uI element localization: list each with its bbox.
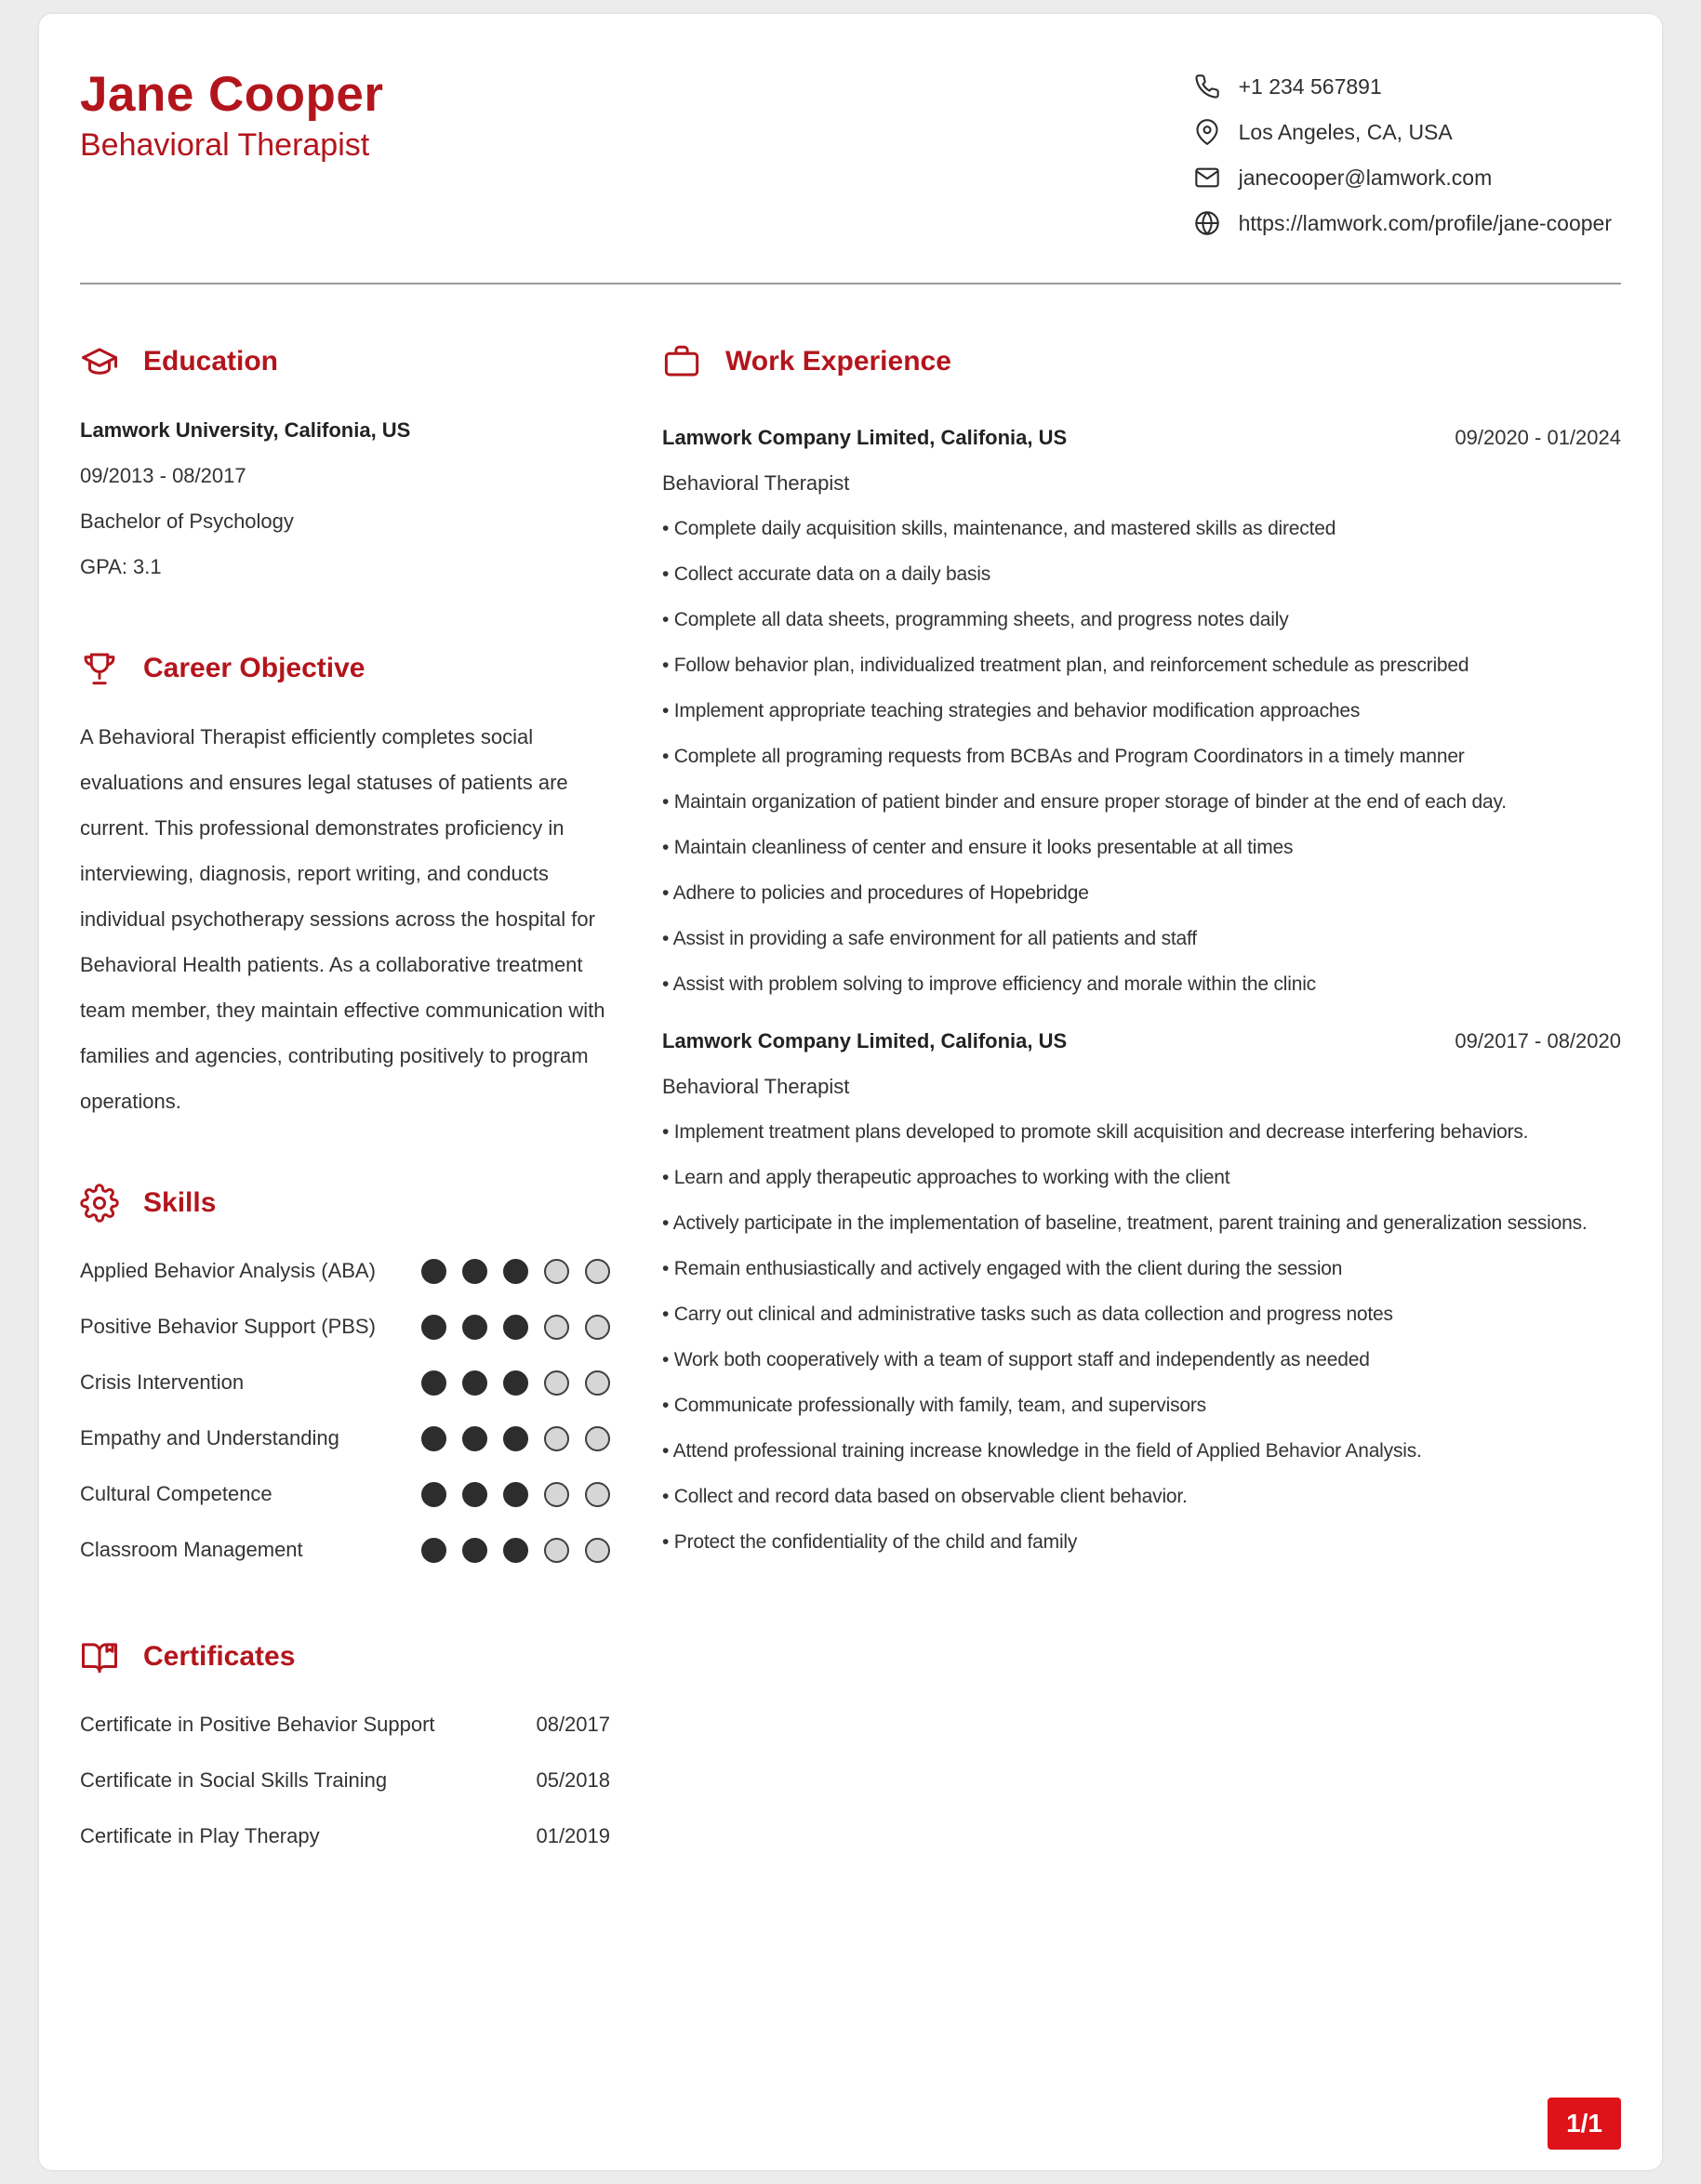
- experience-bullet: • Remain enthusiastically and actively engaged with the client during the session: [662, 1246, 1621, 1291]
- contact-website: [1194, 210, 1612, 236]
- job-bullets: [662, 506, 1621, 1007]
- experience-bullet: • Maintain organization of patient binder and ensure proper storage of binder at the end of each day.: [662, 779, 1621, 825]
- education-section-heading: [80, 342, 610, 381]
- skill-dot-filled: [462, 1482, 487, 1507]
- header: [80, 68, 1621, 236]
- skill-dot-empty: [585, 1259, 610, 1284]
- work-experience-section: [662, 342, 1621, 1565]
- skill-dot-filled: [421, 1370, 446, 1396]
- experience-bullet: • Implement treatment plans developed to promote skill acquisition and decrease interfering behaviors.: [662, 1109, 1621, 1155]
- phone-icon: [1194, 73, 1220, 99]
- skill-dot-filled: [421, 1315, 446, 1340]
- education-details: [80, 407, 610, 589]
- certificate-date: 08/2017: [536, 1713, 610, 1736]
- experience-bullet: • Complete all data sheets, programming sheets, and progress notes daily: [662, 597, 1621, 642]
- right-column: [662, 342, 1621, 1864]
- job-header: [662, 1018, 1621, 1064]
- skill-dot-empty: [585, 1370, 610, 1396]
- skill-dot-filled: [503, 1482, 528, 1507]
- experience-bullet: • Work both cooperatively with a team of support staff and independently as needed: [662, 1337, 1621, 1383]
- contact-email-text: janecooper@lamwork.com: [1238, 165, 1493, 190]
- experience-bullet: • Actively participate in the implementation of baseline, treatment, parent training and generalization sessions.: [662, 1200, 1621, 1246]
- skill-rating: [421, 1259, 610, 1284]
- skill-label: Crisis Intervention: [80, 1370, 245, 1394]
- company-name: Lamwork Company Limited, Califonia, US: [662, 1029, 1068, 1052]
- skills-section: [80, 1184, 610, 1578]
- experience-bullet: • Assist in providing a safe environment for all patients and staff: [662, 916, 1621, 961]
- education-heading: Education: [143, 346, 279, 377]
- skill-dot-filled: [503, 1315, 528, 1340]
- work-experience-heading: Work Experience: [725, 346, 951, 377]
- globe-icon: [1194, 210, 1220, 236]
- skill-dot-filled: [462, 1426, 487, 1451]
- skill-dot-filled: [503, 1370, 528, 1396]
- skill-dot-filled: [421, 1259, 446, 1284]
- trophy-icon: [80, 649, 119, 688]
- skill-dot-filled: [462, 1259, 487, 1284]
- education-section: [80, 342, 610, 589]
- career-objective-section-heading: [80, 649, 610, 688]
- skill-dot-filled: [462, 1315, 487, 1340]
- person-job-title: Behavioral Therapist: [80, 127, 370, 164]
- experience-bullet: • Carry out clinical and administrative tasks such as data collection and progress notes: [662, 1291, 1621, 1337]
- skill-dot-filled: [421, 1482, 446, 1507]
- skill-dot-filled: [503, 1259, 528, 1284]
- certificate-name: Certificate in Positive Behavior Support: [80, 1713, 435, 1736]
- skill-dot-empty: [544, 1370, 569, 1396]
- skill-row: [80, 1355, 610, 1410]
- experience-bullet: • Implement appropriate teaching strategies and behavior modification approaches: [662, 688, 1621, 734]
- skill-dot-filled: [462, 1538, 487, 1563]
- experience-bullet: • Collect and record data based on observable client behavior.: [662, 1474, 1621, 1519]
- skill-dot-filled: [421, 1426, 446, 1451]
- certificate-row: [80, 1753, 610, 1808]
- experience-bullet: • Complete daily acquisition skills, maintenance, and mastered skills as directed: [662, 506, 1621, 551]
- skill-label: Empathy and Understanding: [80, 1426, 339, 1449]
- skill-dot-empty: [544, 1538, 569, 1563]
- work-experience-section-heading: [662, 342, 1621, 381]
- job-dates: 09/2017 - 08/2020: [1455, 1029, 1621, 1052]
- experience-bullet: • Follow behavior plan, individualized treatment plan, and reinforcement schedule as prescribed: [662, 642, 1621, 688]
- experience-bullet: • Attend professional training increase knowledge in the field of Applied Behavior Analysis.: [662, 1428, 1621, 1474]
- skill-row: [80, 1466, 610, 1522]
- identity-block: [80, 68, 384, 164]
- career-objective-heading: Career Objective: [143, 653, 365, 683]
- skill-row: [80, 1410, 610, 1466]
- experience-bullet: • Learn and apply therapeutic approaches to working with the client: [662, 1155, 1621, 1200]
- location-icon: [1194, 119, 1220, 145]
- job-entry-1: [662, 415, 1621, 1007]
- skill-dot-empty: [544, 1315, 569, 1340]
- resume-page: [39, 14, 1662, 2170]
- experience-bullet: • Communicate professionally with family, team, and supervisors: [662, 1383, 1621, 1428]
- certificate-row: [80, 1808, 610, 1864]
- skill-label: Positive Behavior Support (PBS): [80, 1315, 376, 1338]
- job-role: Behavioral Therapist: [662, 1075, 850, 1098]
- email-icon: [1194, 165, 1220, 191]
- job-header: [662, 415, 1621, 460]
- skill-rating: [421, 1426, 610, 1451]
- skill-dot-filled: [421, 1538, 446, 1563]
- skill-dot-empty: [544, 1259, 569, 1284]
- skill-dot-empty: [585, 1538, 610, 1563]
- job-entry-2: [662, 1018, 1621, 1565]
- page-number-badge: 1/1: [1548, 2098, 1621, 2150]
- skill-label: Cultural Competence: [80, 1482, 272, 1505]
- education-degree: Bachelor of Psychology: [80, 510, 294, 533]
- left-column: [80, 342, 610, 1864]
- skill-rating: [421, 1482, 610, 1507]
- certificates-section-heading: [80, 1637, 610, 1676]
- experience-bullet: • Complete all programing requests from BCBAs and Program Coordinators in a timely manner: [662, 734, 1621, 779]
- graduation-cap-icon: [80, 342, 119, 381]
- skill-dot-filled: [503, 1426, 528, 1451]
- skill-dot-empty: [585, 1426, 610, 1451]
- contact-phone: [1194, 73, 1612, 99]
- gear-icon: [80, 1184, 119, 1223]
- certificate-name: Certificate in Play Therapy: [80, 1824, 320, 1847]
- skills-list: [80, 1243, 610, 1578]
- job-role: Behavioral Therapist: [662, 471, 850, 495]
- career-objective-section: [80, 649, 610, 1124]
- header-divider: [80, 283, 1621, 285]
- experience-bullet: • Adhere to policies and procedures of Hopebridge: [662, 870, 1621, 916]
- skill-rating: [421, 1538, 610, 1563]
- experience-bullet: • Collect accurate data on a daily basis: [662, 551, 1621, 597]
- certificate-date: 05/2018: [536, 1768, 610, 1792]
- skills-section-heading: [80, 1184, 610, 1223]
- skill-dot-filled: [462, 1370, 487, 1396]
- skill-label: Classroom Management: [80, 1538, 303, 1561]
- person-name: Jane Cooper: [80, 67, 384, 122]
- content-columns: [80, 342, 1621, 1864]
- certificate-name: Certificate in Social Skills Training: [80, 1768, 388, 1792]
- skill-rating: [421, 1370, 610, 1396]
- career-objective-text: A Behavioral Therapist efficiently completes social evaluations and ensures legal statuses of patients are current. This professional demonstrates proficiency in interviewing, diagnosis, report writing, and conducts individual psychotherapy sessions across the hospital for Behavioral Health patients. As a collaborative treatment team member, they maintain effective communication with families and agencies, contributing positively to program operations.: [80, 725, 605, 1113]
- education-gpa: GPA: 3.1: [80, 555, 162, 578]
- skill-dot-filled: [503, 1538, 528, 1563]
- skill-row: [80, 1299, 610, 1355]
- contact-location: [1194, 119, 1612, 145]
- skill-label: Applied Behavior Analysis (ABA): [80, 1259, 376, 1282]
- skill-rating: [421, 1315, 610, 1340]
- company-name: Lamwork Company Limited, Califonia, US: [662, 426, 1068, 449]
- open-book-icon: [80, 1637, 119, 1676]
- job-bullets: [662, 1109, 1621, 1565]
- skills-heading: Skills: [143, 1187, 217, 1218]
- briefcase-icon: [662, 342, 701, 381]
- certificate-row: [80, 1697, 610, 1753]
- certificates-heading: Certificates: [143, 1641, 296, 1672]
- education-school: Lamwork University, Califonia, US: [80, 418, 411, 442]
- skill-dot-empty: [585, 1482, 610, 1507]
- skill-dot-empty: [544, 1482, 569, 1507]
- experience-bullet: • Protect the confidentiality of the child and family: [662, 1519, 1621, 1565]
- contact-phone-text: +1 234 567891: [1238, 73, 1382, 99]
- contact-location-text: Los Angeles, CA, USA: [1238, 119, 1453, 144]
- skill-dot-empty: [585, 1315, 610, 1340]
- job-dates: 09/2020 - 01/2024: [1455, 426, 1621, 449]
- skill-row: [80, 1243, 610, 1299]
- skill-dot-empty: [544, 1426, 569, 1451]
- education-dates: 09/2013 - 08/2017: [80, 464, 246, 487]
- experience-bullet: • Assist with problem solving to improve efficiency and morale within the clinic: [662, 961, 1621, 1007]
- certificates-section: [80, 1637, 610, 1864]
- work-experience-body: [662, 415, 1621, 1565]
- contact-email: [1194, 165, 1612, 191]
- contact-info: [1194, 68, 1621, 236]
- certificates-list: [80, 1697, 610, 1864]
- experience-bullet: • Maintain cleanliness of center and ensure it looks presentable at all times: [662, 825, 1621, 870]
- contact-website-text: https://lamwork.com/profile/jane-cooper: [1238, 210, 1612, 235]
- skill-row: [80, 1522, 610, 1578]
- certificate-date: 01/2019: [536, 1824, 610, 1847]
